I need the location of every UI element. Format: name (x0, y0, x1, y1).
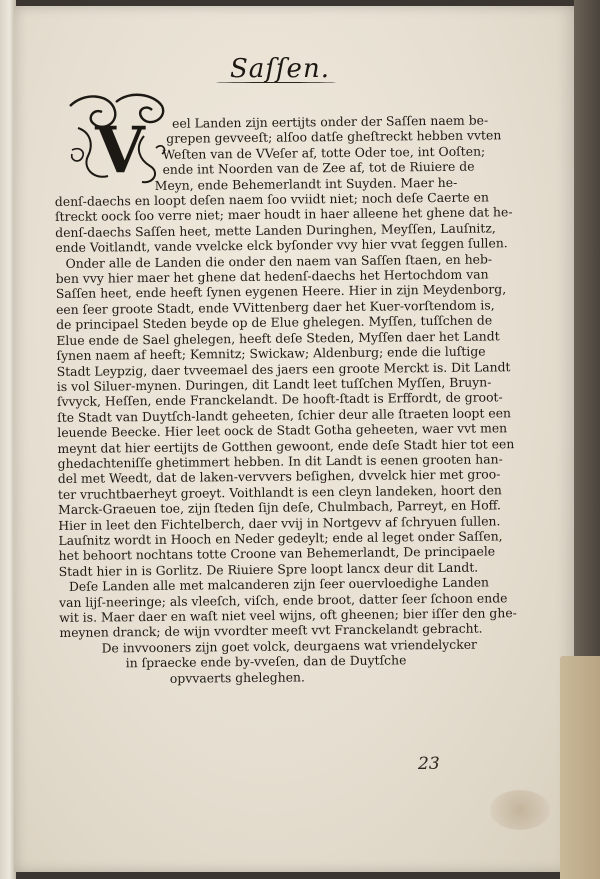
text-line: denſ-daechs en loopt deſen naem ſoo vviidt niet; noch deſe Caerte en (54, 189, 490, 210)
text-line: Meyn, ende Behemerlandt int Suyden. Maer he- (154, 174, 458, 193)
text-line: Lauſnitz wordt in Hooch en Neder gedeylt; ende al leget onder Saſſen, (58, 528, 503, 548)
text-line: Onder alle de Landen die onder den naem van Saſſen ſtaen, en heb- (65, 251, 493, 271)
text-line: de principael Steden beyde op de Elue ghelegen. Myſſen, tuſſchen de (56, 312, 493, 333)
text-line: in ſpraecke ende by-vveſen, dan de Duytſche (125, 652, 407, 671)
text-line: del met Weedt, dat de laken-vervvers beſighen, dvvelck hier met groo- (57, 466, 501, 487)
text-line: Stadt hier in is Gorlitz. De Riuiere Spre loopt lancx deur dit Landt. (58, 559, 479, 579)
text-line: eel Landen zijn eertijts onder der Saſſen naem be- (171, 112, 489, 131)
text-line: ſvvyck, Heſſen, ende Franckelandt. De hooft-ſtadt is Erffordt, de groot- (56, 389, 503, 410)
text-line: De invvooners zijn goet volck, deurgaens wat vriendelycker (101, 636, 478, 656)
text-line: meynen dranck; de wijn vvordter meeſt vvt Franckelandt gebracht. (59, 620, 483, 641)
text-line: meynt dat hier eertijts de Gotthen gewoont, ende deſe Stadt hier tot een (57, 435, 515, 456)
text-line: ter vruchtbaerheyt groeyt. Voithlandt is een cleyn landeken, hoort den (57, 482, 502, 502)
page-tab-marker (560, 656, 600, 879)
text-line: wit is. Maer daer en waſt niet veel wijns, oft gheenen; bier iſſer den ghe- (59, 605, 517, 625)
text-line: opvvaerts gheleghen. (169, 669, 305, 686)
text-line: ſynen naem af heeft; Kemnitz; Swickaw; Aldenburg; ende die luſtige (56, 343, 486, 364)
text-line: Elue ende de Sael ghelegen, heeft deſe Steden, Myſſen daer het Landt (56, 328, 500, 348)
page-number: 23 (418, 754, 440, 774)
text-line: Deſe Landen alle met malcanderen zijn ſeer ouervloedighe Landen (68, 574, 490, 595)
text-line: ſte Stadt van Duytſch-landt geheeten, ſchier deur alle ſtraeten loopt een (57, 404, 512, 425)
text-line: Marck-Graeuen toe, zijn ſteden ſijn deſe, Chulmbach, Parreyt, en Hoff. (58, 497, 501, 518)
paper-stain (490, 790, 550, 830)
text-line: een ſeer groote Stadt, ende VVittenberg daer het Kuer-vorſtendom is, (55, 297, 495, 317)
text-line: Stadt Leypzig, daer tvveemael des jaers een groote Merckt is. Dit Landt (56, 358, 511, 379)
text-line: grepen gevveeſt; alſoo datſe gheſtreckt hebben vvten (166, 127, 502, 147)
text-line: is vol Siluer-mynen. Duringen, dit Landt leet tuſſchen Myſſen, Bruyn- (56, 374, 492, 394)
text-line: ben vvy hier maer het ghene dat hedenſ-daechs het Hertochdom van (55, 266, 489, 287)
text-line: Hier in leet den Fichtelberch, daer vvij in Nortgevv af ſchryuen ſullen. (58, 512, 501, 533)
page-title: Saſſen. (230, 54, 370, 84)
text-line: leuende Beecke. Hier leet oock de Stadt Gotha geheeten, waer vvt men (57, 420, 508, 441)
text-line: ghedachteniſſe ghetimmert hebben. In dit Landt is eenen grooten han- (57, 451, 503, 471)
text-line: ende Voitlandt, vande vvelcke elck byſonder vvy hier vvat ſeggen ſullen. (55, 235, 508, 256)
text-line: Saſſen heet, ende heeft ſynen eygenen Heere. Hier in zijn Meydenborg, (55, 281, 507, 302)
text-line: Weſten van de VVeſer af, totte Oder toe, int Ooſten; (162, 143, 486, 162)
text-line: van lijſ-neeringe; als vleeſch, viſch, ende broot, datter ſeer ſchoon ende (59, 589, 508, 610)
body-text (54, 112, 517, 687)
text-line: ende int Noorden van de Zee af, tot de Riuiere de (162, 158, 475, 178)
text-line: ſtreckt oock ſoo verre niet; maer houdt in haer alleene het ghene dat he- (54, 204, 513, 225)
drop-cap-letter: V (95, 113, 145, 188)
text-line: denſ-daechs Saſſen heet, mette Landen Duringhen, Meyſſen, Lauſnitz, (55, 220, 496, 240)
text-line: het behoort nochtans totte Croone van Behemerlandt, De principaele (58, 543, 496, 564)
